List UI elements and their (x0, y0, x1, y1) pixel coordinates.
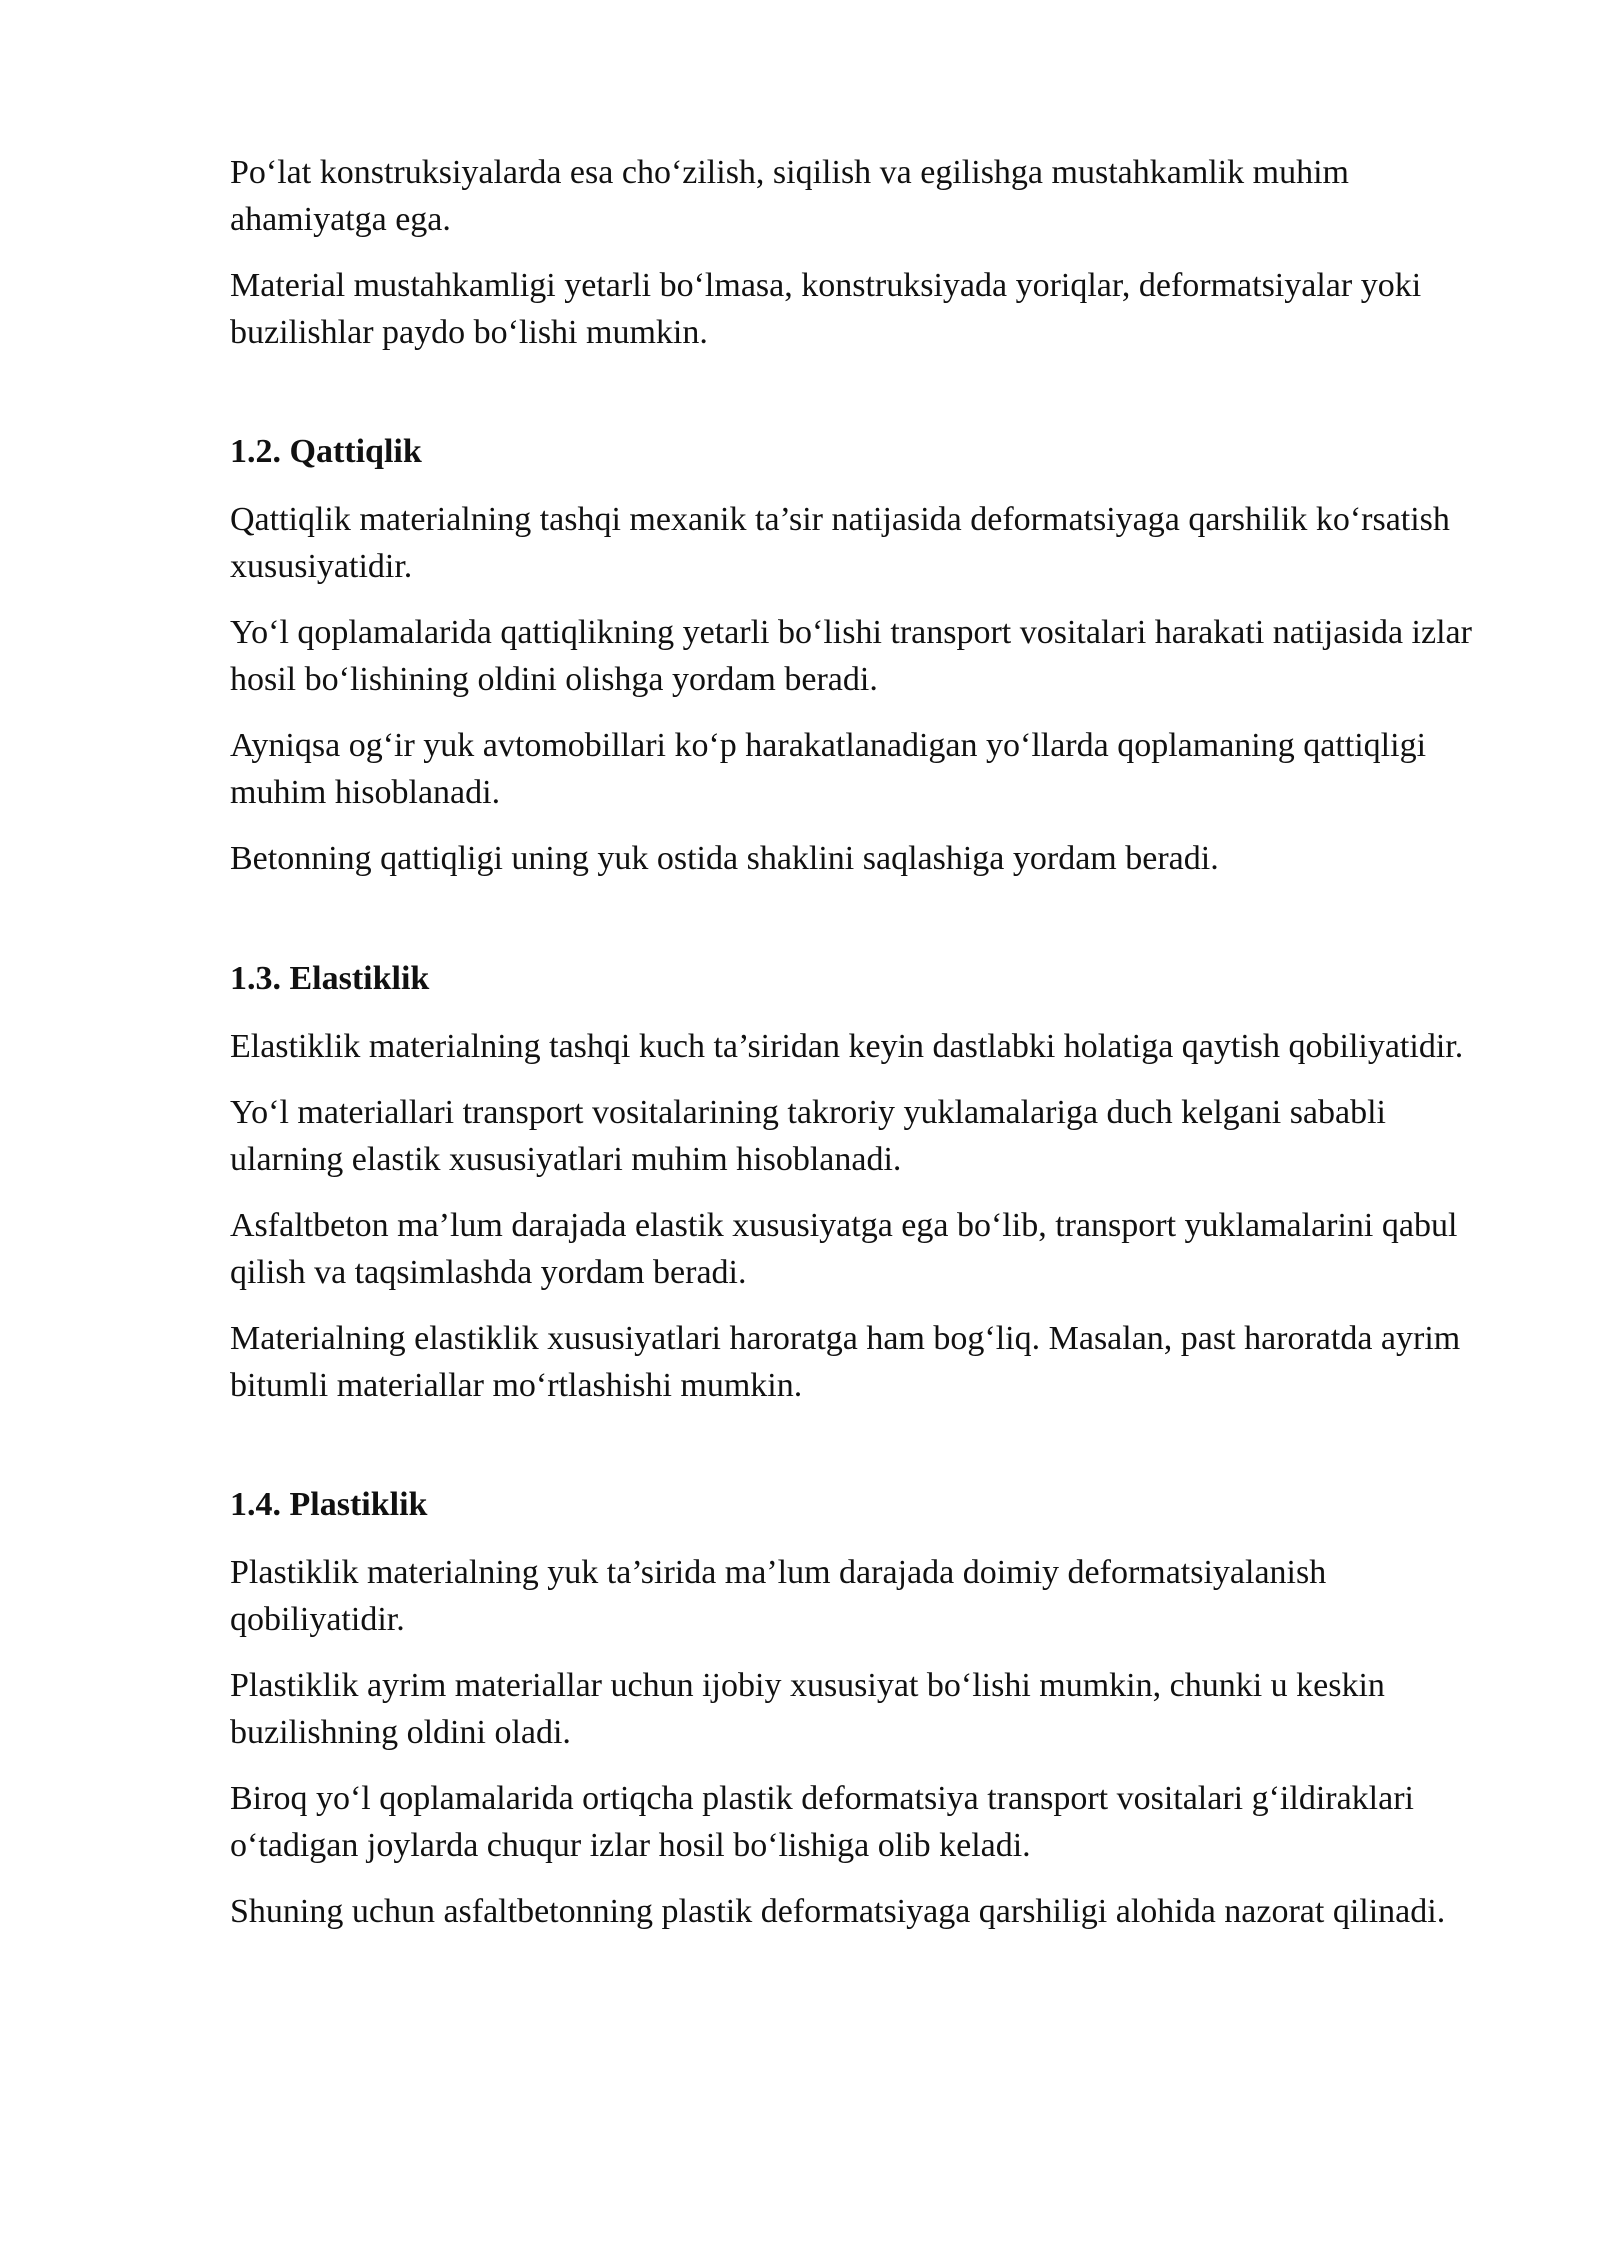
paragraph: Asfaltbeton ma’lum darajada elastik xususiyatga ega bo‘lib, transport yuklamalarini qabul qilish va taqsimlashda yordam beradi. (230, 1207, 1458, 1291)
paragraph: Biroq yo‘l qoplamalarida ortiqcha plastik deformatsiya transport vositalari g‘ildiraklari o‘tadigan joylarda chuqur izlar hosil bo‘lishiga olib keladi. (230, 1780, 1414, 1864)
section-heading: 1.3. Elastiklik (230, 959, 430, 997)
section-heading: 1.2. Qattiqlik (230, 433, 422, 470)
paragraph: Elastiklik materialning tashqi kuch ta’siridan keyin dastlabki holatiga qaytish qobiliyatidir. (230, 1027, 1464, 1065)
paragraph: Plastiklik materialning yuk ta’sirida ma’lum darajada doimiy deformatsiyalanish qobiliyatidir. (230, 1554, 1327, 1638)
section-heading: 1.4. Plastiklik (230, 1486, 428, 1523)
paragraph: Yo‘l materiallari transport vositalarining takroriy yuklamalariga duch kelgani sababli ularning elastik xususiyatlari muhim hisoblanadi. (230, 1094, 1386, 1178)
section-elastiklik (230, 956, 1490, 1410)
paragraph: Shuning uchun asfaltbetonning plastik deformatsiyaga qarshiligi alohida nazorat qilinadi. (230, 1893, 1446, 1930)
paragraph: Po‘lat konstruksiyalarda esa cho‘zilish, siqilish va egilishga mustahkamlik muhim ahamiyatga ega. (230, 154, 1349, 238)
paragraph: Materialning elastiklik xususiyatlari haroratga ham bog‘liq. Masalan, past haroratda ayrim bitumli materiallar mo‘rtlashishi mumkin. (230, 1320, 1461, 1404)
intro-block (230, 150, 1490, 356)
paragraph: Betonning qattiqligi uning yuk ostida shaklini saqlashiga yordam beradi. (230, 840, 1219, 877)
paragraph: Plastiklik ayrim materiallar uchun ijobiy xususiyat bo‘lishi mumkin, chunki u keskin buzilishning oldini oladi. (230, 1667, 1385, 1751)
section-plastiklik (230, 1482, 1490, 1936)
document-page (230, 150, 1490, 1956)
section-qattiqlik (230, 429, 1490, 883)
paragraph: Yo‘l qoplamalarida qattiqlikning yetarli bo‘lishi transport vositalari harakati natijasida izlar hosil bo‘lishining oldini olishga yordam beradi. (230, 614, 1472, 698)
paragraph: Material mustahkamligi yetarli bo‘lmasa, konstruksiyada yoriqlar, deformatsiyalar yoki buzilishlar paydo bo‘lishi mumkin. (230, 267, 1422, 351)
paragraph: Qattiqlik materialning tashqi mexanik ta’sir natijasida deformatsiyaga qarshilik ko‘rsatish xususiyatidir. (230, 501, 1450, 585)
paragraph: Ayniqsa og‘ir yuk avtomobillari ko‘p harakatlanadigan yo‘llarda qoplamaning qattiqligi muhim hisoblanadi. (230, 727, 1427, 811)
